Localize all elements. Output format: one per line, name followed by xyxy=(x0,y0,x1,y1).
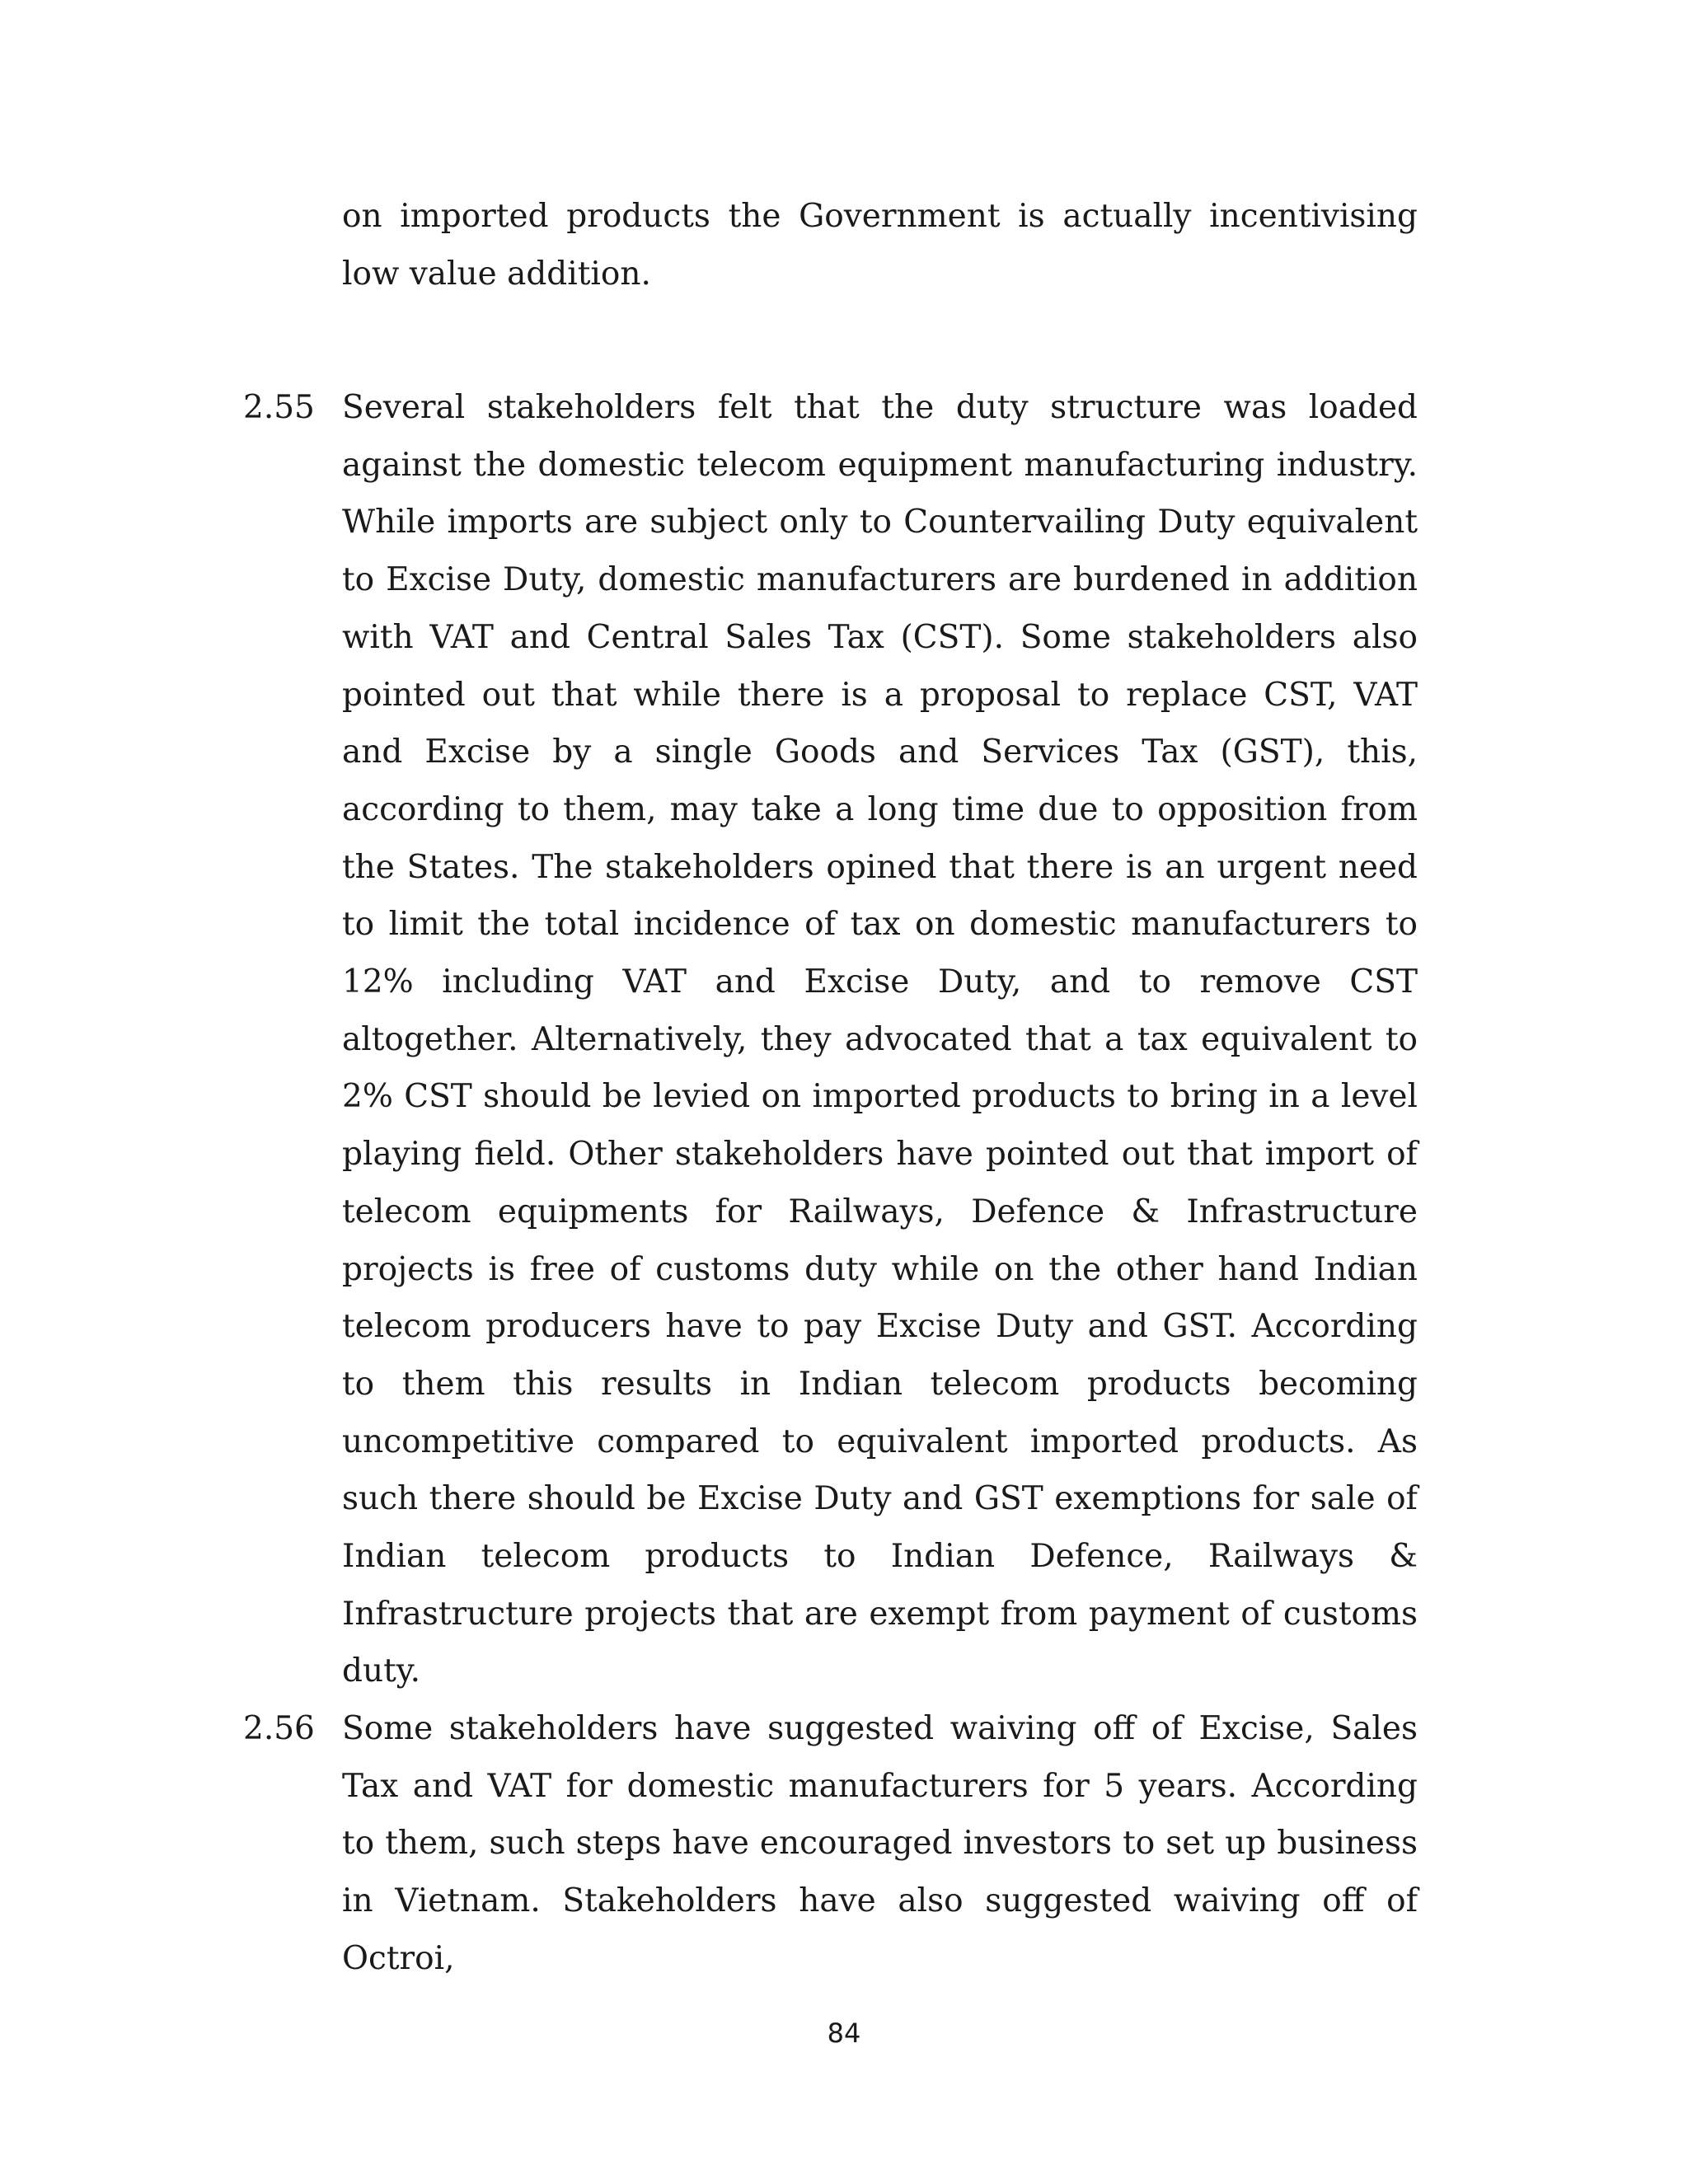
paragraph-text: Several stakeholders felt that the duty structure was loaded against the domestic telecom equipment manufacturing industry. While imports are subject only to Countervailing Duty equivalent to Excise Duty, domestic manufacturers are burdened in addition with VAT and Central Sales Tax (CST). Some stakeholders also pointed out that while there is a proposal to replace CST, VAT and Excise by a single Goods and Services Tax (GST), this, according to them, may take a long time due to opposition from the States. The stakeholders opined that there is an urgent need to limit the total incidence of tax on domestic manufacturers to 12% including VAT and Excise Duty, and to remove CST altogether. Alternatively, they advocated that a tax equivalent to 2% CST should be levied on imported products to bring in a level playing field. Other stakeholders have pointed out that import of telecom equipments for Railways, Defence & Infrastructure projects is free of customs duty while on the other hand Indian telecom producers have to pay Excise Duty and GST. According to them this results in Indian telecom products becoming uncompetitive compared to equivalent imported products. As such there should be Excise Duty and GST exemptions for sale of Indian telecom products to Indian Defence, Railways & Infrastructure projects that are exempt from payment of customs duty. xyxy=(342,389,1418,1690)
paragraph-number: 2.56 xyxy=(243,1710,315,1747)
page-number: 84 xyxy=(827,2018,861,2049)
continuation-paragraph: on imported products the Government is actually incentivising low value addition. xyxy=(342,198,1418,293)
paragraph-text: Some stakeholders have suggested waiving off of Excise, Sales Tax and VAT for domestic manufacturers for 5 years. According to them, such steps have encouraged investors to set up business in Vietnam. Stakeholders have also suggested waiving off of Octroi, xyxy=(342,1710,1418,1977)
paragraph-number: 2.55 xyxy=(243,389,315,426)
